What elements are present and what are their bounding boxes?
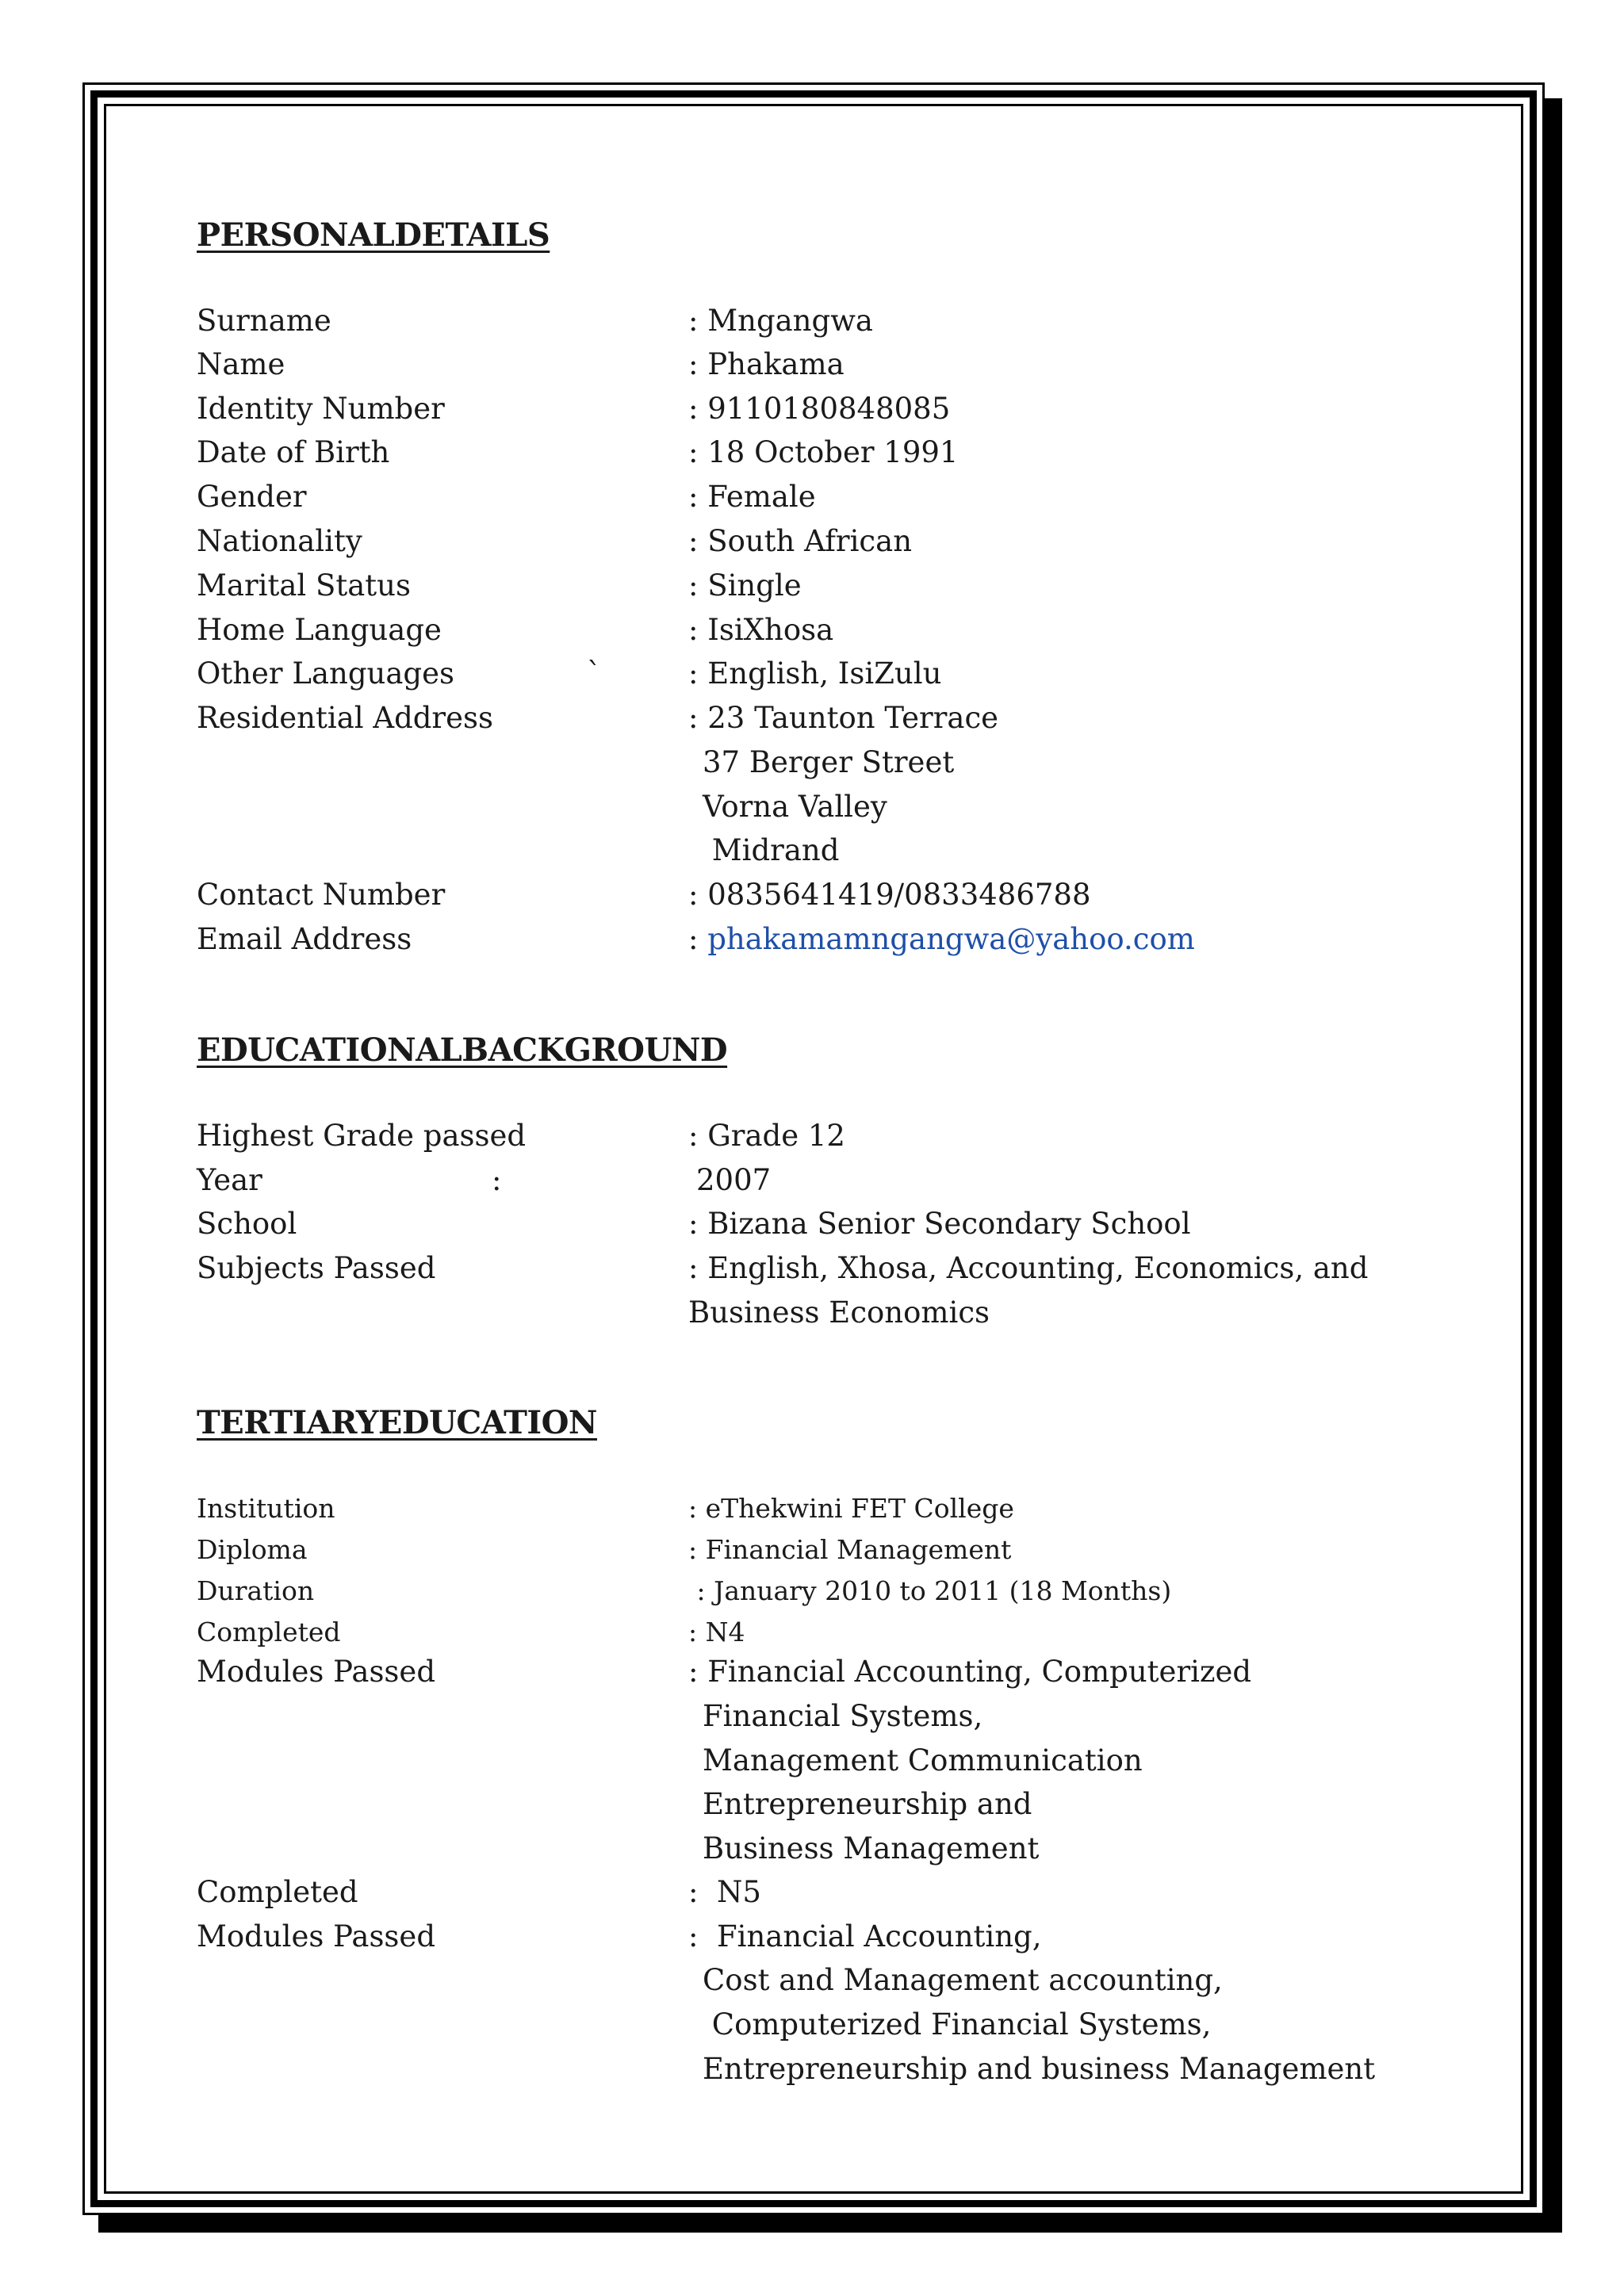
field-value: : 0835641419/0833486788: [688, 878, 1091, 912]
field-value-continuation: Business Economics: [688, 1295, 990, 1330]
field-value: : South African: [688, 524, 913, 558]
field-value: [688, 922, 1195, 956]
field-value-continuation: Financial Systems,: [703, 1699, 983, 1733]
field-label: Contact Number: [197, 878, 446, 912]
field-value: : Grade 12: [688, 1119, 845, 1153]
field-value-continuation: Business Management: [703, 1831, 1040, 1866]
field-value: : English, Xhosa, Accounting, Economics, and: [688, 1251, 1369, 1285]
field-value: : 18 October 1991: [688, 435, 959, 469]
field-label: Gender: [197, 480, 307, 514]
field-value-continuation: 37 Berger Street: [703, 745, 955, 779]
field-label: Nationality: [197, 524, 362, 558]
field-label: Modules Passed: [197, 1655, 436, 1689]
field-label: Identity Number: [197, 392, 445, 426]
field-label: Institution: [197, 1493, 335, 1524]
tertiary-education-heading: TERTIARYEDUCATION: [197, 1404, 597, 1441]
email-colon: :: [688, 922, 708, 956]
field-label: Other Languages: [197, 656, 454, 691]
field-value: : Phakama: [688, 347, 845, 381]
field-value-continuation: Management Communication: [703, 1743, 1143, 1777]
field-value: : Female: [688, 480, 816, 514]
educational-background-heading: EDUCATIONALBACKGROUND: [197, 1031, 728, 1069]
field-label: Modules Passed: [197, 1919, 436, 1954]
field-label: Year: [197, 1163, 262, 1197]
field-label: Name: [197, 347, 285, 381]
field-colon: :: [492, 1163, 502, 1197]
field-label: Date of Birth: [197, 435, 390, 469]
field-value: : Financial Accounting, Computerized: [688, 1655, 1252, 1689]
field-value: : English, IsiZulu: [688, 656, 942, 691]
personal-details-heading: PERSONALDETAILS: [197, 216, 550, 254]
field-label: Residential Address: [197, 701, 493, 735]
field-value-continuation: Computerized Financial Systems,: [703, 2007, 1212, 2042]
field-label: Diploma: [197, 1534, 308, 1565]
field-value: : Bizana Senior Secondary School: [688, 1207, 1191, 1241]
email-link[interactable]: phakamamngangwa@yahoo.com: [707, 922, 1195, 956]
field-value: 2007: [696, 1163, 772, 1197]
field-label: Subjects Passed: [197, 1251, 436, 1285]
field-value: : Financial Management: [688, 1534, 1012, 1565]
field-label: Highest Grade passed: [197, 1119, 527, 1153]
field-value: : January 2010 to 2011 (18 Months): [688, 1575, 1172, 1606]
field-value: : 9110180848085: [688, 392, 951, 426]
field-value-continuation: Cost and Management accounting,: [703, 1963, 1223, 1997]
field-value: : N4: [688, 1617, 745, 1647]
field-value-continuation: Entrepreneurship and business Management: [703, 2052, 1376, 2086]
field-value: : eThekwini FET College: [688, 1493, 1014, 1524]
field-value: : N5: [688, 1875, 761, 1909]
field-value: : 23 Taunton Terrace: [688, 701, 999, 735]
field-value: : Financial Accounting,: [688, 1919, 1042, 1954]
stray-mark: `: [587, 656, 602, 691]
field-value: : IsiXhosa: [688, 613, 834, 647]
field-value-continuation: Midrand: [703, 833, 840, 867]
field-label: Home Language: [197, 613, 442, 647]
field-value-continuation: Vorna Valley: [703, 790, 887, 824]
field-label: Completed: [197, 1875, 358, 1909]
field-label: Duration: [197, 1575, 315, 1606]
field-label: Completed: [197, 1617, 341, 1647]
field-label: Surname: [197, 304, 331, 338]
field-label: School: [197, 1207, 297, 1241]
field-value: : Single: [688, 568, 802, 603]
field-value: : Mngangwa: [688, 304, 873, 338]
field-label: Marital Status: [197, 568, 411, 603]
field-value-continuation: Entrepreneurship and: [703, 1787, 1032, 1821]
field-label: Email Address: [197, 922, 412, 956]
